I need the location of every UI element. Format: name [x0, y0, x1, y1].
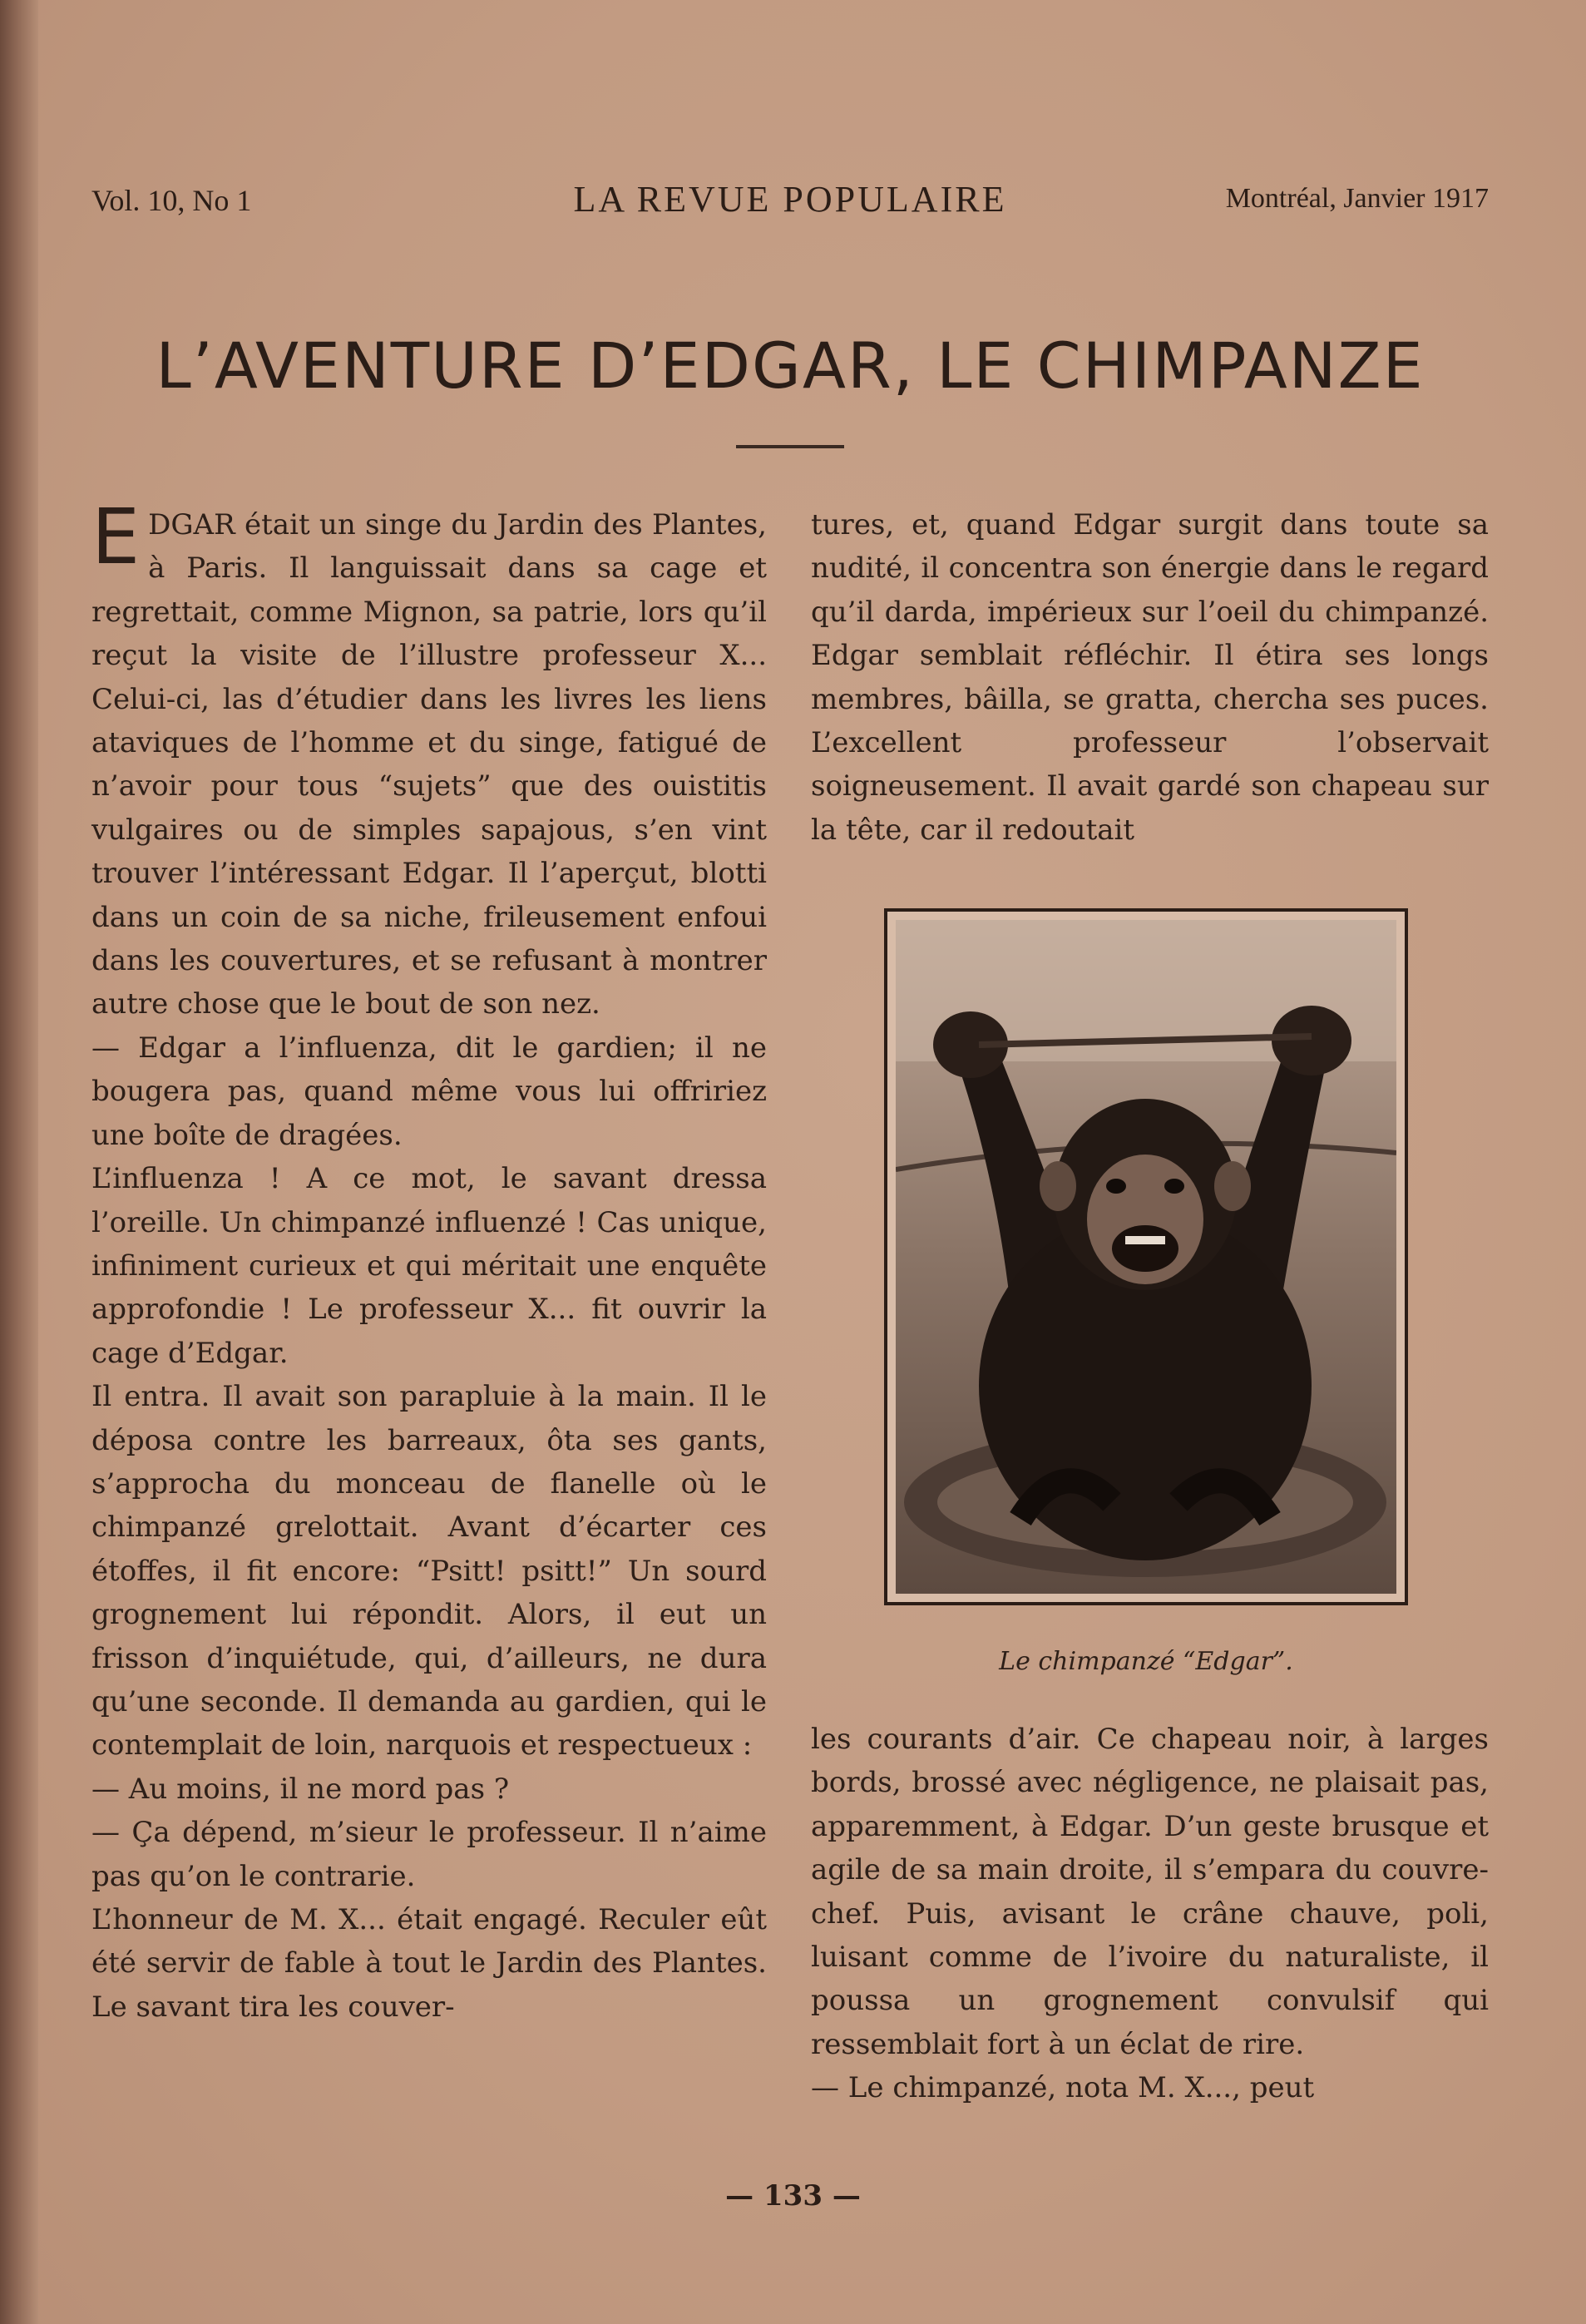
- figure-caption: Le chimpanzé “Edgar”.: [999, 1647, 1293, 1676]
- article-column-left: [91, 492, 767, 2029]
- running-header: [91, 175, 1489, 225]
- drop-cap: E: [91, 492, 141, 581]
- chimpanzee-photo-drawing: [896, 920, 1396, 1594]
- article-text-left: DGAR était un singe du Jardin des Plantes, à Paris. Il languissait dans sa cage et regrettait, comme Mignon, sa patrie, lors qu’il reçut la visite de l’illustre professeur X... Celui-ci, las d’étudier dans les livres les liens ataviques de l’homme et du singe, fatigué de n’avoir pour tous “sujets” que des ouistitis vulgaires ou de simples sapajous, s’en vint trouver l’intéressant Edgar. Il l’aperçut, blotti dans un coin de sa niche, frileusement enfoui dans les couvertures, et se refusant à montrer autre chose que le bout de son nez. — Edgar a l’influenza, dit le gardien; il ne bougera pas, quand même vous lui offririez une boîte de dragées. L’influenza ! A ce mot, le savant dressa l’oreille. Un chimpanzé influenzé ! Cas unique, infiniment curieux et qui méritait une enquête approfondie ! Le professeur X... fit ouvrir la cage d’Edgar. Il entra. Il avait son parapluie à la main. Il le déposa contre les barreaux, ôta ses gants, s’approcha du monceau de flanelle où le chimpanzé grelottait. Avant d’écarter ces étoffes, il fit encore: “Psitt! psitt!” Un sourd grognement lui répondit. Alors, il eut un frisson d’inquiétude, qui, d’ailleurs, ne dura qu’une seconde. Il demanda au gardien, qui le contemplait de loin, narquois et respectueux : — Au moins, il ne mord pas ? — Ça dépend, m’sieur le professeur. Il n’aime pas qu’on le contrarie. L’honneur de M. X... était engagé. Reculer eût été servir de fable à tout le Jardin des Plantes. Le savant tira les couver-: [91, 508, 767, 2024]
- volume-number: Vol. 10, No 1: [91, 184, 252, 217]
- place-date: Montréal, Janvier 1917: [1225, 183, 1489, 214]
- article-column-right-bottom: les courants d’air. Ce chapeau noir, à larges bords, brossé avec négligence, ne plaisait pas, apparemment, à Edgar. D’un geste brusque et agile de sa main droite, il s’empara du couvre-chef. Puis, avisant le crâne chauve, poli, luisant comme de l’ivoire du naturaliste, il poussa un grognement convulsif qui ressemblait fort à un éclat de rire. — Le chimpanzé, nota M. X..., peut: [811, 1723, 1489, 2105]
- article-column-right-top: tures, et, quand Edgar surgit dans toute sa nudité, il concentra son énergie dans le regard qu’il darda, impérieux sur l’oeil du chimpanzé. Edgar semblait réfléchir. Il étira ses longs membres, bâilla, se gratta, chercha ses puces. L’excellent professeur l’observait soigneusement. Il avait gardé son chapeau sur la tête, car il redoutait: [811, 508, 1489, 847]
- page-number: — 133 —: [725, 2179, 861, 2213]
- journal-title: LA REVUE POPULAIRE: [573, 179, 1007, 220]
- title-rule: [736, 445, 844, 448]
- article-title: L’AVENTURE D’EDGAR, LE CHIMPANZE: [156, 329, 1425, 403]
- page-binding-edge: [0, 0, 38, 2324]
- chimpanzee-photo: [884, 908, 1408, 1605]
